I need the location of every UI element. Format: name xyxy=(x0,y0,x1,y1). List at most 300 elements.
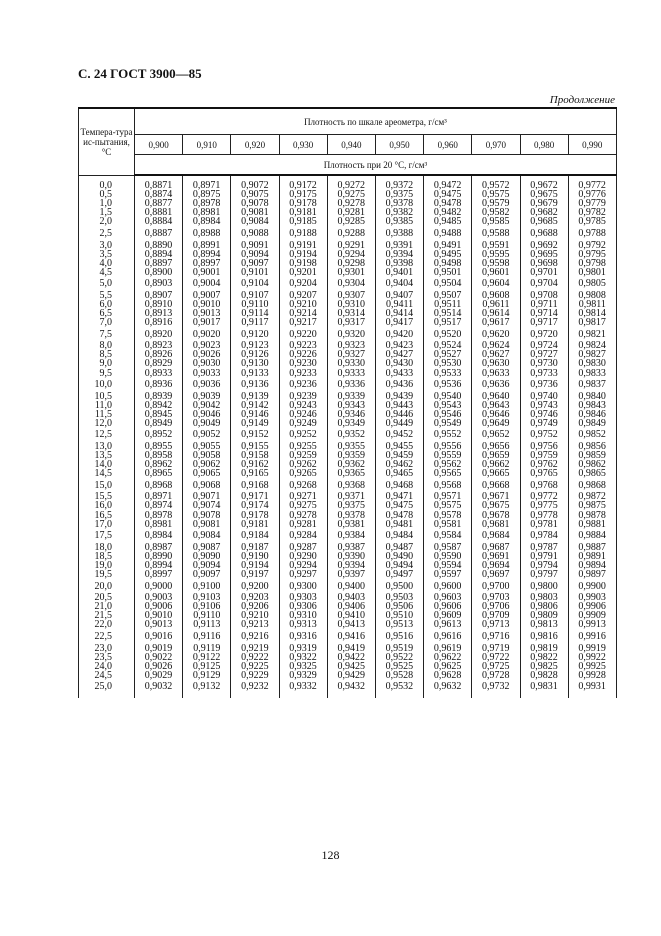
density-cell: 0,9000 xyxy=(135,579,183,593)
density-cell: 0,8984 xyxy=(183,217,231,226)
density-cell: 0,9316 xyxy=(279,629,327,643)
density-cell: 0,9571 xyxy=(424,492,472,501)
density-cell: 0,9725 xyxy=(472,662,520,671)
page-header: С. 24 ГОСТ 3900—85 xyxy=(78,66,202,81)
density-cell: 0,9110 xyxy=(183,611,231,620)
density-cell: 0,9740 xyxy=(520,392,568,401)
density-cell: 0,9178 xyxy=(231,511,279,520)
density-cell: 0,9452 xyxy=(375,428,423,442)
density-cell: 0,9001 xyxy=(183,268,231,277)
density-cell: 0,9039 xyxy=(183,392,231,401)
density-cell: 0,9113 xyxy=(183,620,231,629)
density-cell: 0,9339 xyxy=(327,392,375,401)
density-cell: 0,9694 xyxy=(472,561,520,570)
density-cell: 0,9632 xyxy=(424,680,472,698)
density-cell: 0,9697 xyxy=(472,570,520,579)
temperature-cell: 12,5 xyxy=(79,428,135,442)
density-cell: 0,9903 xyxy=(568,593,616,602)
table-row xyxy=(79,520,617,529)
density-cell: 0,9385 xyxy=(375,217,423,226)
density-cell: 0,9856 xyxy=(568,442,616,451)
density-cell: 0,9317 xyxy=(327,318,375,327)
temperature-cell: 22,0 xyxy=(79,620,135,629)
density-cell: 0,8971 xyxy=(135,492,183,501)
density-cell: 0,8994 xyxy=(183,250,231,259)
temperature-cell: 2,0 xyxy=(79,217,135,226)
density-cell: 0,9552 xyxy=(424,428,472,442)
density-cell: 0,9375 xyxy=(327,501,375,510)
table-row xyxy=(79,419,617,428)
density-cell: 0,9604 xyxy=(472,277,520,291)
density-cell: 0,9887 xyxy=(568,543,616,552)
density-cell: 0,9016 xyxy=(135,629,183,643)
density-cell: 0,9503 xyxy=(375,593,423,602)
table-row xyxy=(79,369,617,378)
temperature-cell: 5,5 xyxy=(79,291,135,300)
density-cell: 0,9181 xyxy=(279,208,327,217)
density-cell: 0,9713 xyxy=(472,620,520,629)
density-cell: 0,9097 xyxy=(231,259,279,268)
density-cell: 0,9478 xyxy=(424,199,472,208)
density-cell: 0,9862 xyxy=(568,460,616,469)
density-cell: 0,9203 xyxy=(231,593,279,602)
density-cell: 0,9465 xyxy=(375,469,423,478)
density-cell: 0,8887 xyxy=(135,226,183,240)
density-cell: 0,9520 xyxy=(424,327,472,341)
density-cell: 0,9808 xyxy=(568,291,616,300)
density-cell: 0,9611 xyxy=(472,300,520,309)
density-cell: 0,9349 xyxy=(327,419,375,428)
density-cell: 0,9130 xyxy=(231,359,279,368)
temperature-cell: 7,0 xyxy=(79,318,135,327)
density-cell: 0,9100 xyxy=(183,579,231,593)
density-cell: 0,9781 xyxy=(520,520,568,529)
temperature-cell: 5,0 xyxy=(79,277,135,291)
density-cell: 0,9824 xyxy=(568,341,616,350)
density-cell: 0,9701 xyxy=(520,268,568,277)
temperature-cell: 9,5 xyxy=(79,369,135,378)
column-header: 0,950 xyxy=(375,135,423,155)
density-cell: 0,9285 xyxy=(327,217,375,226)
density-cell: 0,9384 xyxy=(327,529,375,543)
density-cell: 0,9030 xyxy=(183,359,231,368)
table-row xyxy=(79,175,617,190)
density-cell: 0,9029 xyxy=(135,671,183,680)
temperature-cell: 24,5 xyxy=(79,671,135,680)
density-cell: 0,9514 xyxy=(424,309,472,318)
density-cell: 0,9423 xyxy=(375,341,423,350)
density-cell: 0,9233 xyxy=(279,369,327,378)
density-cell: 0,8984 xyxy=(135,529,183,543)
table-row xyxy=(79,680,617,698)
density-cell: 0,9223 xyxy=(279,341,327,350)
density-cell: 0,9062 xyxy=(183,460,231,469)
density-cell: 0,9671 xyxy=(472,492,520,501)
density-cell: 0,9404 xyxy=(375,277,423,291)
density-cell: 0,9624 xyxy=(472,341,520,350)
density-cell: 0,9200 xyxy=(231,579,279,593)
density-cell: 0,9403 xyxy=(327,593,375,602)
density-cell: 0,9524 xyxy=(424,341,472,350)
density-cell: 0,9419 xyxy=(327,643,375,652)
density-cell: 0,9226 xyxy=(279,350,327,359)
continuation-label: Продолжение xyxy=(549,94,615,106)
density-cell: 0,8952 xyxy=(135,428,183,442)
density-cell: 0,9730 xyxy=(520,359,568,368)
density-cell: 0,9084 xyxy=(183,529,231,543)
density-cell: 0,9894 xyxy=(568,561,616,570)
density-cell: 0,9125 xyxy=(183,662,231,671)
density-cell: 0,9868 xyxy=(568,478,616,492)
density-cell: 0,9688 xyxy=(520,226,568,240)
density-cell: 0,9268 xyxy=(279,478,327,492)
density-cell: 0,9628 xyxy=(424,671,472,680)
density-cell: 0,9625 xyxy=(424,662,472,671)
density-cell: 0,8871 xyxy=(135,175,183,190)
density-cell: 0,9052 xyxy=(183,428,231,442)
density-cell: 0,9590 xyxy=(424,552,472,561)
density-cell: 0,9931 xyxy=(568,680,616,698)
density-cell: 0,9298 xyxy=(327,259,375,268)
density-cell: 0,8900 xyxy=(135,268,183,277)
density-cell: 0,8884 xyxy=(135,217,183,226)
density-cell: 0,9120 xyxy=(231,327,279,341)
table-row xyxy=(79,226,617,240)
density-cell: 0,9058 xyxy=(183,451,231,460)
density-cell: 0,9579 xyxy=(472,199,520,208)
density-cell: 0,9897 xyxy=(568,570,616,579)
density-cell: 0,9272 xyxy=(327,175,375,190)
density-cell: 0,9398 xyxy=(375,259,423,268)
density-cell: 0,9591 xyxy=(472,240,520,249)
density-cell: 0,8965 xyxy=(135,469,183,478)
density-cell: 0,9430 xyxy=(375,359,423,368)
density-cell: 0,9728 xyxy=(472,671,520,680)
density-cell: 0,9722 xyxy=(472,653,520,662)
density-cell: 0,9427 xyxy=(375,350,423,359)
temperature-cell: 1,5 xyxy=(79,208,135,217)
density-cell: 0,9724 xyxy=(520,341,568,350)
density-cell: 0,9843 xyxy=(568,401,616,410)
density-cell: 0,9087 xyxy=(183,543,231,552)
density-cell: 0,9390 xyxy=(327,552,375,561)
density-cell: 0,9587 xyxy=(424,543,472,552)
density-cell: 0,9584 xyxy=(424,529,472,543)
density-cell: 0,9259 xyxy=(279,451,327,460)
temperature-cell: 3,0 xyxy=(79,240,135,249)
density-cell: 0,9314 xyxy=(327,309,375,318)
density-cell: 0,9772 xyxy=(520,492,568,501)
density-cell: 0,9013 xyxy=(183,309,231,318)
density-cell: 0,9784 xyxy=(520,529,568,543)
temperature-cell: 17,5 xyxy=(79,529,135,543)
density-cell: 0,9172 xyxy=(279,175,327,190)
density-cell: 0,9190 xyxy=(231,552,279,561)
density-cell: 0,9865 xyxy=(568,469,616,478)
table-row xyxy=(79,277,617,291)
density-cell: 0,8997 xyxy=(135,570,183,579)
density-cell: 0,9540 xyxy=(424,392,472,401)
density-cell: 0,9078 xyxy=(231,199,279,208)
density-cell: 0,9691 xyxy=(472,552,520,561)
density-cell: 0,9165 xyxy=(231,469,279,478)
density-cell: 0,9175 xyxy=(279,190,327,199)
density-cell: 0,9290 xyxy=(279,552,327,561)
density-cell: 0,9785 xyxy=(568,217,616,226)
density-cell: 0,9439 xyxy=(375,392,423,401)
density-cell: 0,9088 xyxy=(231,226,279,240)
density-cell: 0,9236 xyxy=(279,378,327,392)
density-cell: 0,9530 xyxy=(424,359,472,368)
temperature-cell: 20,0 xyxy=(79,579,135,593)
density-cell: 0,9652 xyxy=(472,428,520,442)
temperature-cell: 6,5 xyxy=(79,309,135,318)
density-cell: 0,9355 xyxy=(327,442,375,451)
density-cell: 0,9475 xyxy=(375,501,423,510)
density-cell: 0,9230 xyxy=(279,359,327,368)
density-cell: 0,9575 xyxy=(424,501,472,510)
density-cell: 0,9488 xyxy=(424,226,472,240)
density-cell: 0,8913 xyxy=(135,309,183,318)
density-cell: 0,9717 xyxy=(520,318,568,327)
density-cell: 0,9682 xyxy=(520,208,568,217)
density-cell: 0,9603 xyxy=(424,593,472,602)
density-cell: 0,9107 xyxy=(231,291,279,300)
density-cell: 0,9500 xyxy=(375,579,423,593)
density-cell: 0,9139 xyxy=(231,392,279,401)
density-cell: 0,9084 xyxy=(231,217,279,226)
density-cell: 0,9798 xyxy=(568,259,616,268)
density-cell: 0,9091 xyxy=(231,240,279,249)
density-cell: 0,9126 xyxy=(231,350,279,359)
table-row xyxy=(79,671,617,680)
density-cell: 0,9817 xyxy=(568,318,616,327)
density-cell: 0,9805 xyxy=(568,277,616,291)
density-cell: 0,9291 xyxy=(327,240,375,249)
density-cell: 0,9046 xyxy=(183,410,231,419)
density-cell: 0,9849 xyxy=(568,419,616,428)
density-cell: 0,9504 xyxy=(424,277,472,291)
density-cell: 0,9803 xyxy=(520,593,568,602)
temperature-cell: 10,0 xyxy=(79,378,135,392)
density-cell: 0,9619 xyxy=(424,643,472,652)
density-cell: 0,8955 xyxy=(135,442,183,451)
density-cell: 0,9679 xyxy=(520,199,568,208)
density-cell: 0,8910 xyxy=(135,300,183,309)
density-cell: 0,9516 xyxy=(375,629,423,643)
temperature-cell: 11,5 xyxy=(79,410,135,419)
density-cell: 0,9071 xyxy=(183,492,231,501)
density-cell: 0,8945 xyxy=(135,410,183,419)
density-cell: 0,8958 xyxy=(135,451,183,460)
density-cell: 0,9727 xyxy=(520,350,568,359)
density-cell: 0,9543 xyxy=(424,401,472,410)
density-cell: 0,9675 xyxy=(520,190,568,199)
density-cell: 0,9310 xyxy=(279,611,327,620)
density-cell: 0,9303 xyxy=(279,593,327,602)
density-cell: 0,9132 xyxy=(183,680,231,698)
density-cell: 0,9597 xyxy=(424,570,472,579)
density-cell: 0,9459 xyxy=(375,451,423,460)
density-cell: 0,8981 xyxy=(135,520,183,529)
density-cell: 0,9708 xyxy=(520,291,568,300)
density-cell: 0,9788 xyxy=(568,226,616,240)
hydrometer-density-header: Плотность по шкале ареометра, г/см³ xyxy=(135,108,617,135)
column-header: 0,980 xyxy=(520,135,568,155)
temperature-cell: 17,0 xyxy=(79,520,135,529)
density-cell: 0,9197 xyxy=(231,570,279,579)
density-cell: 0,9484 xyxy=(375,529,423,543)
density-cell: 0,9801 xyxy=(568,268,616,277)
density-cell: 0,9494 xyxy=(375,561,423,570)
density-cell: 0,9023 xyxy=(183,341,231,350)
density-cell: 0,9813 xyxy=(520,620,568,629)
density-cell: 0,9446 xyxy=(375,410,423,419)
density-cell: 0,9581 xyxy=(424,520,472,529)
density-cell: 0,9216 xyxy=(231,629,279,643)
density-cell: 0,9685 xyxy=(520,217,568,226)
temperature-cell: 7,5 xyxy=(79,327,135,341)
density-cell: 0,8916 xyxy=(135,318,183,327)
temperature-cell: 25,0 xyxy=(79,680,135,698)
density-cell: 0,9768 xyxy=(520,478,568,492)
density-cell: 0,9075 xyxy=(231,190,279,199)
density-cell: 0,9297 xyxy=(279,570,327,579)
table-body xyxy=(79,175,617,698)
density-cell: 0,9222 xyxy=(231,653,279,662)
density-cell: 0,9026 xyxy=(183,350,231,359)
table-row xyxy=(79,469,617,478)
density-cell: 0,9281 xyxy=(327,208,375,217)
density-cell: 0,9743 xyxy=(520,401,568,410)
density-cell: 0,9184 xyxy=(231,529,279,543)
density-cell: 0,9425 xyxy=(327,662,375,671)
density-cell: 0,9546 xyxy=(424,410,472,419)
density-cell: 0,8962 xyxy=(135,460,183,469)
density-cell: 0,9568 xyxy=(424,478,472,492)
density-cell: 0,9549 xyxy=(424,419,472,428)
density-cell: 0,9487 xyxy=(375,543,423,552)
density-cell: 0,9649 xyxy=(472,419,520,428)
density-cell: 0,9149 xyxy=(231,419,279,428)
column-header: 0,990 xyxy=(568,135,616,155)
temperature-cell: 13,0 xyxy=(79,442,135,451)
density-cell: 0,9152 xyxy=(231,428,279,442)
density-cell: 0,9900 xyxy=(568,579,616,593)
density-cell: 0,9411 xyxy=(375,300,423,309)
density-cell: 0,8939 xyxy=(135,392,183,401)
density-cell: 0,9022 xyxy=(135,653,183,662)
temperature-cell: 18,5 xyxy=(79,552,135,561)
density-cell: 0,9187 xyxy=(231,543,279,552)
density-cell: 0,9475 xyxy=(424,190,472,199)
density-cell: 0,8988 xyxy=(183,226,231,240)
column-header: 0,940 xyxy=(327,135,375,155)
density-cell: 0,9822 xyxy=(520,653,568,662)
density-cell: 0,8968 xyxy=(135,478,183,492)
density-cell: 0,9033 xyxy=(183,369,231,378)
density-cell: 0,9158 xyxy=(231,451,279,460)
temperature-cell: 13,5 xyxy=(79,451,135,460)
density-cell: 0,9772 xyxy=(568,175,616,190)
density-table xyxy=(78,107,617,698)
density-cell: 0,9643 xyxy=(472,401,520,410)
density-cell: 0,9206 xyxy=(231,602,279,611)
density-cell: 0,9472 xyxy=(424,175,472,190)
table-row xyxy=(79,327,617,341)
density-cell: 0,9733 xyxy=(520,369,568,378)
density-cell: 0,9188 xyxy=(279,226,327,240)
density-cell: 0,9846 xyxy=(568,410,616,419)
density-cell: 0,9684 xyxy=(472,529,520,543)
density-cell: 0,9749 xyxy=(520,419,568,428)
density-cell: 0,8890 xyxy=(135,240,183,249)
density-cell: 0,9198 xyxy=(279,259,327,268)
density-cell: 0,9155 xyxy=(231,442,279,451)
density-cell: 0,9142 xyxy=(231,401,279,410)
density-cell: 0,9831 xyxy=(520,680,568,698)
density-cell: 0,9201 xyxy=(279,268,327,277)
density-cell: 0,9243 xyxy=(279,401,327,410)
density-cell: 0,9906 xyxy=(568,602,616,611)
density-cell: 0,9055 xyxy=(183,442,231,451)
density-cell: 0,9517 xyxy=(424,318,472,327)
density-cell: 0,9281 xyxy=(279,520,327,529)
density-cell: 0,9588 xyxy=(472,226,520,240)
density-cell: 0,9162 xyxy=(231,460,279,469)
temperature-column-header: Темпера-тура ис-пытания, °С xyxy=(79,108,135,175)
temperature-cell: 4,0 xyxy=(79,259,135,268)
density-cell: 0,9032 xyxy=(135,680,183,698)
density-cell: 0,9481 xyxy=(375,520,423,529)
density-cell: 0,9090 xyxy=(183,552,231,561)
density-cell: 0,9714 xyxy=(520,309,568,318)
table-row xyxy=(79,268,617,277)
temperature-cell: 15,0 xyxy=(79,478,135,492)
density-cell: 0,9101 xyxy=(231,268,279,277)
density-cell: 0,9133 xyxy=(231,369,279,378)
density-cell: 0,9081 xyxy=(231,208,279,217)
density-cell: 0,9313 xyxy=(279,620,327,629)
density-cell: 0,9497 xyxy=(375,570,423,579)
density-cell: 0,9114 xyxy=(231,309,279,318)
density-cell: 0,9346 xyxy=(327,410,375,419)
table-row xyxy=(79,478,617,492)
density-cell: 0,9336 xyxy=(327,378,375,392)
density-cell: 0,9310 xyxy=(327,300,375,309)
density-cell: 0,9700 xyxy=(472,579,520,593)
density-cell: 0,9319 xyxy=(279,643,327,652)
density-cell: 0,9776 xyxy=(568,190,616,199)
density-cell: 0,9026 xyxy=(135,662,183,671)
density-cell: 0,8981 xyxy=(183,208,231,217)
temperature-cell: 9,0 xyxy=(79,359,135,368)
density-cell: 0,9119 xyxy=(183,643,231,652)
density-cell: 0,9795 xyxy=(568,250,616,259)
density-cell: 0,9185 xyxy=(279,217,327,226)
density-cell: 0,9825 xyxy=(520,662,568,671)
density-cell: 0,9716 xyxy=(472,629,520,643)
density-cell: 0,9003 xyxy=(135,593,183,602)
density-cell: 0,9852 xyxy=(568,428,616,442)
density-cell: 0,9275 xyxy=(279,501,327,510)
column-header: 0,910 xyxy=(183,135,231,155)
table-row xyxy=(79,579,617,593)
density-cell: 0,9300 xyxy=(279,579,327,593)
temperature-cell: 16,0 xyxy=(79,501,135,510)
density-cell: 0,8897 xyxy=(135,259,183,268)
density-cell: 0,8929 xyxy=(135,359,183,368)
